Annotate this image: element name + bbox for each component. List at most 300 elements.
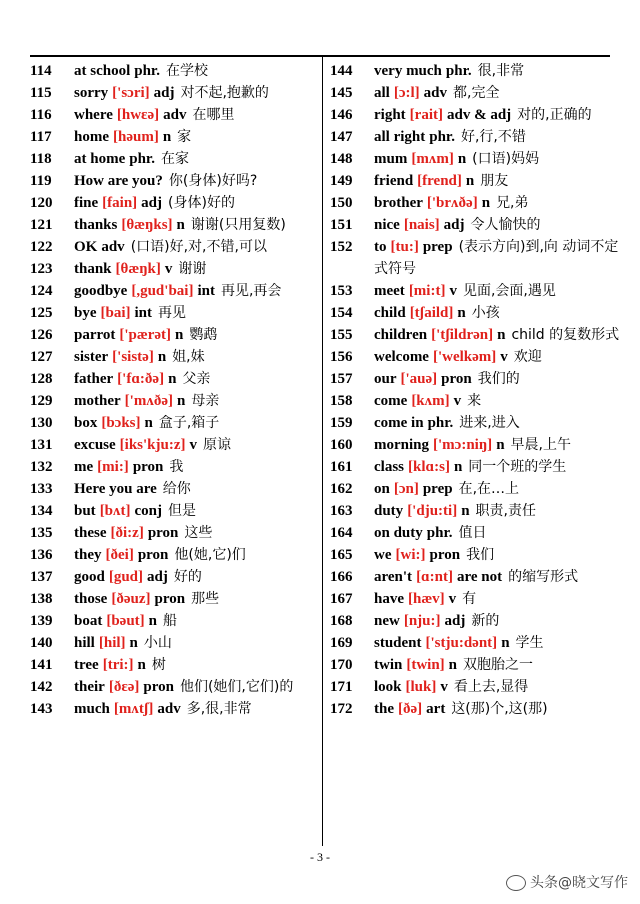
entry-meaning: 那些 bbox=[191, 591, 220, 607]
entry-body bbox=[374, 82, 620, 104]
entry-meaning: 值日 bbox=[458, 525, 487, 541]
entry-body bbox=[374, 368, 620, 390]
entry-word: right bbox=[374, 107, 406, 123]
entry-number: 129 bbox=[30, 393, 53, 409]
entry-part-of-speech: phr. bbox=[429, 129, 455, 145]
entry-number: 132 bbox=[30, 459, 53, 475]
entry-number: 154 bbox=[330, 305, 353, 321]
vocab-entry bbox=[330, 478, 620, 500]
entry-meaning: 在家 bbox=[160, 151, 189, 167]
entry-meaning: (表示方向)到,向 动词不定式符号 bbox=[374, 239, 619, 277]
entry-number: 162 bbox=[330, 481, 353, 497]
entry-phonetic: [tʃaild] bbox=[409, 305, 454, 321]
entry-meaning: 我们 bbox=[466, 547, 495, 563]
entry-part-of-speech: adj bbox=[444, 613, 466, 629]
entry-body bbox=[74, 654, 320, 676]
entry-part-of-speech: n bbox=[157, 349, 167, 365]
entry-number: 120 bbox=[30, 195, 53, 211]
entry-word: goodbye bbox=[74, 283, 128, 299]
vocab-entry bbox=[30, 324, 320, 346]
entry-word: meet bbox=[374, 283, 405, 299]
entry-phonetic: [mʌm] bbox=[411, 151, 454, 167]
entry-part-of-speech: adv bbox=[157, 701, 181, 717]
entry-word: have bbox=[374, 591, 404, 607]
entry-part-of-speech: are not bbox=[457, 569, 503, 585]
entry-meaning: 学生 bbox=[515, 635, 544, 651]
entry-body bbox=[74, 434, 320, 456]
entry-part-of-speech: pron bbox=[143, 679, 174, 695]
entry-word: tree bbox=[74, 657, 99, 673]
entry-part-of-speech: n bbox=[176, 217, 185, 233]
entry-body bbox=[74, 280, 320, 302]
entry-number: 124 bbox=[30, 283, 53, 299]
entry-body bbox=[74, 390, 320, 412]
entry-body bbox=[374, 698, 620, 720]
entry-part-of-speech: conj bbox=[134, 503, 163, 519]
entry-meaning: 船 bbox=[163, 613, 178, 629]
vocab-entry bbox=[30, 126, 320, 148]
entry-word: How are you? bbox=[74, 173, 163, 189]
entry-number: 122 bbox=[30, 239, 53, 255]
entry-part-of-speech: pron bbox=[154, 591, 186, 607]
entry-phonetic: [hil] bbox=[98, 635, 126, 651]
entry-meaning: 看上去,显得 bbox=[453, 679, 529, 695]
entry-meaning: 你(身体)好吗? bbox=[168, 173, 258, 189]
entry-part-of-speech: adv bbox=[101, 239, 125, 255]
entry-word: all bbox=[374, 85, 390, 101]
entry-body bbox=[374, 566, 620, 588]
entry-number: 125 bbox=[30, 305, 53, 321]
entry-word: sister bbox=[74, 349, 109, 365]
entry-word: but bbox=[74, 503, 96, 519]
entry-meaning: 姐,妹 bbox=[172, 349, 205, 365]
entry-phonetic: [ðə] bbox=[398, 701, 423, 717]
entry-body bbox=[374, 610, 620, 632]
entry-part-of-speech: adj bbox=[141, 195, 163, 211]
entry-phonetic: [nais] bbox=[403, 217, 440, 233]
vocab-entry bbox=[30, 500, 320, 522]
entry-body bbox=[374, 654, 620, 676]
vocab-entry bbox=[330, 456, 620, 478]
vocab-entry bbox=[30, 412, 320, 434]
entry-meaning: 好的 bbox=[173, 569, 202, 585]
entry-body bbox=[74, 522, 320, 544]
entry-part-of-speech: phr. bbox=[426, 525, 453, 541]
entry-body bbox=[74, 192, 320, 214]
entry-number: 145 bbox=[330, 85, 353, 101]
entry-number: 158 bbox=[330, 393, 353, 409]
entry-meaning: 有 bbox=[462, 591, 477, 607]
entry-word: very much bbox=[374, 63, 442, 79]
entry-number: 128 bbox=[30, 371, 53, 387]
entry-body bbox=[74, 104, 320, 126]
vocab-entry bbox=[30, 236, 320, 258]
entry-meaning: 见面,会面,遇见 bbox=[462, 283, 556, 299]
entry-phonetic: [tri:] bbox=[102, 657, 134, 673]
entry-number: 123 bbox=[30, 261, 53, 277]
entry-word: bye bbox=[74, 305, 97, 321]
entry-part-of-speech: v bbox=[500, 349, 508, 365]
entry-part-of-speech: adj bbox=[147, 569, 168, 585]
entry-phonetic: [ði:z] bbox=[110, 525, 144, 541]
entry-phonetic: [ðɛə] bbox=[108, 679, 140, 695]
vocab-entry bbox=[30, 82, 320, 104]
entry-phonetic: ['tʃildrən] bbox=[431, 327, 494, 343]
entry-meaning: 职责,责任 bbox=[475, 503, 536, 519]
entry-phonetic: ['mʌðə] bbox=[124, 393, 173, 409]
entry-meaning: 都,完全 bbox=[453, 85, 500, 101]
entry-meaning: 很,非常 bbox=[477, 63, 525, 79]
entry-meaning: 父亲 bbox=[182, 371, 211, 387]
entry-number: 164 bbox=[330, 525, 353, 541]
entry-number: 137 bbox=[30, 569, 53, 585]
entry-meaning: 兄,弟 bbox=[496, 195, 529, 211]
entry-meaning: 他们(她们,它们)的 bbox=[179, 679, 294, 695]
vocab-entry bbox=[30, 698, 320, 720]
vocab-entry bbox=[30, 390, 320, 412]
entry-part-of-speech: n bbox=[176, 393, 186, 409]
entry-number: 134 bbox=[30, 503, 53, 519]
vocab-entry bbox=[330, 676, 620, 698]
top-rule bbox=[30, 55, 610, 57]
entry-word: good bbox=[74, 569, 105, 585]
vocab-entry bbox=[30, 148, 320, 170]
vocab-entry bbox=[330, 302, 620, 324]
vocab-entry bbox=[330, 588, 620, 610]
entry-word: nice bbox=[374, 217, 400, 233]
entry-number: 142 bbox=[30, 679, 53, 695]
vocab-entry bbox=[30, 280, 320, 302]
entry-part-of-speech: n bbox=[453, 459, 463, 475]
vocab-entry bbox=[30, 258, 320, 280]
entry-word: me bbox=[74, 459, 94, 475]
entry-word: come in bbox=[374, 415, 424, 431]
entry-phonetic: [ðei] bbox=[105, 547, 134, 563]
entry-part-of-speech: n bbox=[144, 415, 153, 431]
entry-body bbox=[74, 500, 320, 522]
entry-number: 146 bbox=[330, 107, 353, 123]
entry-word: morning bbox=[374, 437, 430, 453]
entry-body bbox=[74, 368, 320, 390]
entry-phonetic: [hwɛə] bbox=[116, 107, 160, 123]
entry-number: 167 bbox=[330, 591, 353, 607]
entry-body bbox=[374, 280, 620, 302]
entry-body bbox=[74, 588, 320, 610]
entry-part-of-speech: phr. bbox=[134, 63, 160, 79]
vocab-entry bbox=[30, 302, 320, 324]
entry-body bbox=[374, 148, 620, 170]
entry-part-of-speech: pron bbox=[132, 459, 164, 475]
entry-number: 121 bbox=[30, 217, 53, 233]
entry-number: 149 bbox=[330, 173, 353, 189]
vocab-entry bbox=[330, 192, 620, 214]
entry-meaning: 谢谢(只用复数) bbox=[190, 217, 286, 233]
entry-meaning: 盒子,箱子 bbox=[158, 415, 220, 431]
entry-phonetic: [bʌt] bbox=[99, 503, 131, 519]
entry-body bbox=[74, 148, 320, 170]
entry-word: aren't bbox=[374, 569, 413, 585]
entry-number: 130 bbox=[30, 415, 53, 431]
entry-meaning: 同一个班的学生 bbox=[468, 459, 567, 475]
left-column bbox=[30, 60, 320, 720]
entry-body bbox=[74, 566, 320, 588]
entry-body bbox=[374, 676, 620, 698]
vocab-entry bbox=[330, 500, 620, 522]
entry-number: 150 bbox=[330, 195, 353, 211]
entry-part-of-speech: n bbox=[148, 613, 158, 629]
vocab-entry bbox=[330, 654, 620, 676]
entry-body bbox=[374, 60, 620, 82]
entry-phonetic: [tu:] bbox=[390, 239, 419, 255]
entry-meaning: 鹦鹉 bbox=[189, 327, 218, 343]
entry-part-of-speech: v bbox=[189, 437, 197, 453]
entry-meaning: (口语)好,对,不错,可以 bbox=[130, 239, 267, 255]
entry-word: sorry bbox=[74, 85, 109, 101]
entry-meaning: 双胞胎之一 bbox=[463, 657, 534, 673]
entry-word: we bbox=[374, 547, 392, 563]
entry-word: those bbox=[74, 591, 108, 607]
entry-part-of-speech: n bbox=[457, 151, 467, 167]
entry-body bbox=[374, 214, 620, 236]
entry-part-of-speech: int bbox=[197, 283, 215, 299]
entry-body bbox=[374, 302, 620, 324]
entry-number: 140 bbox=[30, 635, 53, 651]
entry-number: 157 bbox=[330, 371, 353, 387]
vocab-entry bbox=[330, 82, 620, 104]
entry-phonetic: [twin] bbox=[406, 657, 445, 673]
entry-word: their bbox=[74, 679, 105, 695]
column-divider bbox=[322, 56, 323, 846]
entry-meaning: child 的复数形式 bbox=[511, 327, 620, 343]
entry-word: on duty bbox=[374, 525, 423, 541]
entry-number: 161 bbox=[330, 459, 353, 475]
entry-meaning: 对的,正确的 bbox=[517, 107, 592, 123]
entry-part-of-speech: n bbox=[465, 173, 475, 189]
entry-phonetic: ['sistə] bbox=[112, 349, 154, 365]
entry-word: children bbox=[374, 327, 428, 343]
entry-word: student bbox=[374, 635, 422, 651]
entry-part-of-speech: adv bbox=[163, 107, 187, 123]
vocab-entry bbox=[30, 478, 320, 500]
entry-meaning: 我 bbox=[169, 459, 184, 475]
entry-number: 152 bbox=[330, 239, 353, 255]
entry-word: boat bbox=[74, 613, 103, 629]
vocab-entry bbox=[330, 170, 620, 192]
entry-word: where bbox=[74, 107, 113, 123]
entry-phonetic: ['brʌðə] bbox=[426, 195, 478, 211]
entry-number: 156 bbox=[330, 349, 353, 365]
entry-phonetic: [frend] bbox=[417, 173, 462, 189]
entry-meaning: 进来,进入 bbox=[459, 415, 520, 431]
entry-word: mother bbox=[74, 393, 121, 409]
vocab-entry bbox=[30, 632, 320, 654]
entry-phonetic: [rait] bbox=[409, 107, 443, 123]
entry-body bbox=[374, 170, 620, 192]
entry-body bbox=[74, 214, 320, 236]
entry-phonetic: ['dju:ti] bbox=[407, 503, 458, 519]
vocab-entry bbox=[30, 522, 320, 544]
entry-body bbox=[374, 434, 620, 456]
entry-number: 165 bbox=[330, 547, 353, 563]
entry-part-of-speech: phr. bbox=[427, 415, 454, 431]
entry-number: 163 bbox=[330, 503, 353, 519]
entry-word: home bbox=[74, 129, 109, 145]
entry-meaning: 树 bbox=[151, 657, 166, 673]
entry-number: 116 bbox=[30, 107, 52, 123]
entry-body bbox=[374, 412, 620, 434]
entry-body bbox=[374, 126, 620, 148]
entry-number: 114 bbox=[30, 63, 52, 79]
entry-word: class bbox=[374, 459, 404, 475]
entry-body bbox=[74, 170, 320, 192]
entry-word: brother bbox=[374, 195, 423, 211]
entry-body bbox=[74, 60, 320, 82]
entry-phonetic: [mi:t] bbox=[408, 283, 446, 299]
entry-word: at home bbox=[74, 151, 126, 167]
entry-body bbox=[374, 500, 620, 522]
entry-word: OK bbox=[74, 239, 98, 255]
entry-phonetic: [ɑ:nt] bbox=[416, 569, 454, 585]
entry-number: 169 bbox=[330, 635, 353, 651]
entry-number: 119 bbox=[30, 173, 52, 189]
entry-body bbox=[374, 236, 620, 280]
entry-word: on bbox=[374, 481, 390, 497]
entry-number: 170 bbox=[330, 657, 353, 673]
entry-word: our bbox=[374, 371, 397, 387]
entry-part-of-speech: prep bbox=[422, 481, 453, 497]
entry-word: twin bbox=[374, 657, 403, 673]
entry-body bbox=[74, 258, 320, 280]
entry-meaning: 我们的 bbox=[477, 371, 520, 387]
entry-number: 131 bbox=[30, 437, 53, 453]
vocab-entry bbox=[30, 588, 320, 610]
entry-meaning: 欢迎 bbox=[513, 349, 542, 365]
entry-part-of-speech: phr. bbox=[129, 151, 155, 167]
entry-meaning: 这些 bbox=[184, 525, 213, 541]
entry-part-of-speech: n bbox=[481, 195, 491, 211]
entry-body bbox=[374, 324, 620, 346]
entry-phonetic: ['stju:dənt] bbox=[425, 635, 498, 651]
vocab-entry bbox=[30, 346, 320, 368]
entry-word: mum bbox=[374, 151, 408, 167]
vocab-entry bbox=[330, 632, 620, 654]
entry-word: thank bbox=[74, 261, 112, 277]
entry-number: 117 bbox=[30, 129, 52, 145]
entry-word: all right bbox=[374, 129, 426, 145]
vocab-entry bbox=[30, 170, 320, 192]
entry-meaning: 令人愉快的 bbox=[470, 217, 541, 233]
entry-phonetic: [bəut] bbox=[106, 613, 145, 629]
entry-meaning: 在,在…上 bbox=[458, 481, 520, 497]
vocab-entry bbox=[330, 148, 620, 170]
entry-phonetic: [bai] bbox=[100, 305, 131, 321]
entry-number: 141 bbox=[30, 657, 53, 673]
entry-part-of-speech: int bbox=[134, 305, 153, 321]
entry-part-of-speech: v bbox=[448, 591, 457, 607]
entry-phonetic: ['mɔ:niŋ] bbox=[433, 437, 493, 453]
entry-number: 138 bbox=[30, 591, 53, 607]
entry-word: hill bbox=[74, 635, 95, 651]
entry-part-of-speech: pron bbox=[137, 547, 169, 563]
entry-body bbox=[374, 544, 620, 566]
vocab-entry bbox=[330, 522, 620, 544]
vocab-entry bbox=[330, 104, 620, 126]
entry-phonetic: [luk] bbox=[405, 679, 437, 695]
entry-phonetic: [mʌtʃ] bbox=[113, 701, 154, 717]
entry-word: much bbox=[74, 701, 110, 717]
vocab-entry bbox=[330, 236, 620, 280]
entry-word: father bbox=[74, 371, 114, 387]
entry-word: at school bbox=[74, 63, 131, 79]
entry-word: friend bbox=[374, 173, 414, 189]
entry-meaning: 在哪里 bbox=[192, 107, 235, 123]
entry-meaning: 母亲 bbox=[191, 393, 220, 409]
entry-meaning: 朋友 bbox=[480, 173, 509, 189]
entry-part-of-speech: n bbox=[496, 437, 505, 453]
entry-number: 143 bbox=[30, 701, 53, 717]
vocab-entry bbox=[330, 434, 620, 456]
entry-body bbox=[74, 324, 320, 346]
entry-number: 160 bbox=[330, 437, 353, 453]
vocab-entry bbox=[30, 368, 320, 390]
entry-part-of-speech: n bbox=[501, 635, 510, 651]
vocab-entry bbox=[30, 654, 320, 676]
entry-word: these bbox=[74, 525, 107, 541]
entry-body bbox=[374, 390, 620, 412]
entry-word: they bbox=[74, 547, 102, 563]
vocab-entry bbox=[330, 610, 620, 632]
entry-meaning: 再见,再会 bbox=[220, 283, 282, 299]
entry-number: 115 bbox=[30, 85, 52, 101]
entry-phonetic: ['fɑ:ðə] bbox=[117, 371, 165, 387]
watermark-text: 头条@晓文写作 bbox=[530, 875, 628, 891]
entry-number: 168 bbox=[330, 613, 353, 629]
entry-part-of-speech: v bbox=[440, 679, 448, 695]
entry-body bbox=[374, 346, 620, 368]
entry-phonetic: [gud] bbox=[108, 569, 144, 585]
entry-number: 136 bbox=[30, 547, 53, 563]
entry-meaning: 小山 bbox=[143, 635, 172, 651]
entry-number: 171 bbox=[330, 679, 353, 695]
entry-word: fine bbox=[74, 195, 99, 211]
entry-part-of-speech: v bbox=[449, 283, 457, 299]
entry-meaning: (口语)妈妈 bbox=[472, 151, 540, 167]
watermark bbox=[506, 872, 628, 892]
entry-phonetic: [iks'kju:z] bbox=[119, 437, 186, 453]
right-column bbox=[330, 60, 620, 720]
entry-body bbox=[374, 632, 620, 654]
entry-word: look bbox=[374, 679, 402, 695]
entry-number: 133 bbox=[30, 481, 53, 497]
entry-part-of-speech: n bbox=[448, 657, 458, 673]
entry-meaning: 好,行,不错 bbox=[460, 129, 526, 145]
entry-word: Here you are bbox=[74, 481, 157, 497]
entry-body bbox=[74, 82, 320, 104]
entry-phonetic: [ðəuz] bbox=[111, 591, 151, 607]
entry-part-of-speech: v bbox=[453, 393, 462, 409]
vocab-entry bbox=[330, 698, 620, 720]
entry-body bbox=[74, 302, 320, 324]
entry-part-of-speech: adv & adj bbox=[446, 107, 512, 123]
entry-part-of-speech: pron bbox=[441, 371, 472, 387]
vocab-entry bbox=[30, 104, 320, 126]
page-number: - 3 - bbox=[310, 850, 330, 864]
vocab-entry bbox=[30, 566, 320, 588]
entry-phonetic: [wi:] bbox=[395, 547, 426, 563]
entry-phonetic: [,gud'bai] bbox=[131, 283, 194, 299]
entry-phonetic: [θæŋks] bbox=[121, 217, 173, 233]
entry-meaning: 的缩写形式 bbox=[508, 569, 579, 585]
